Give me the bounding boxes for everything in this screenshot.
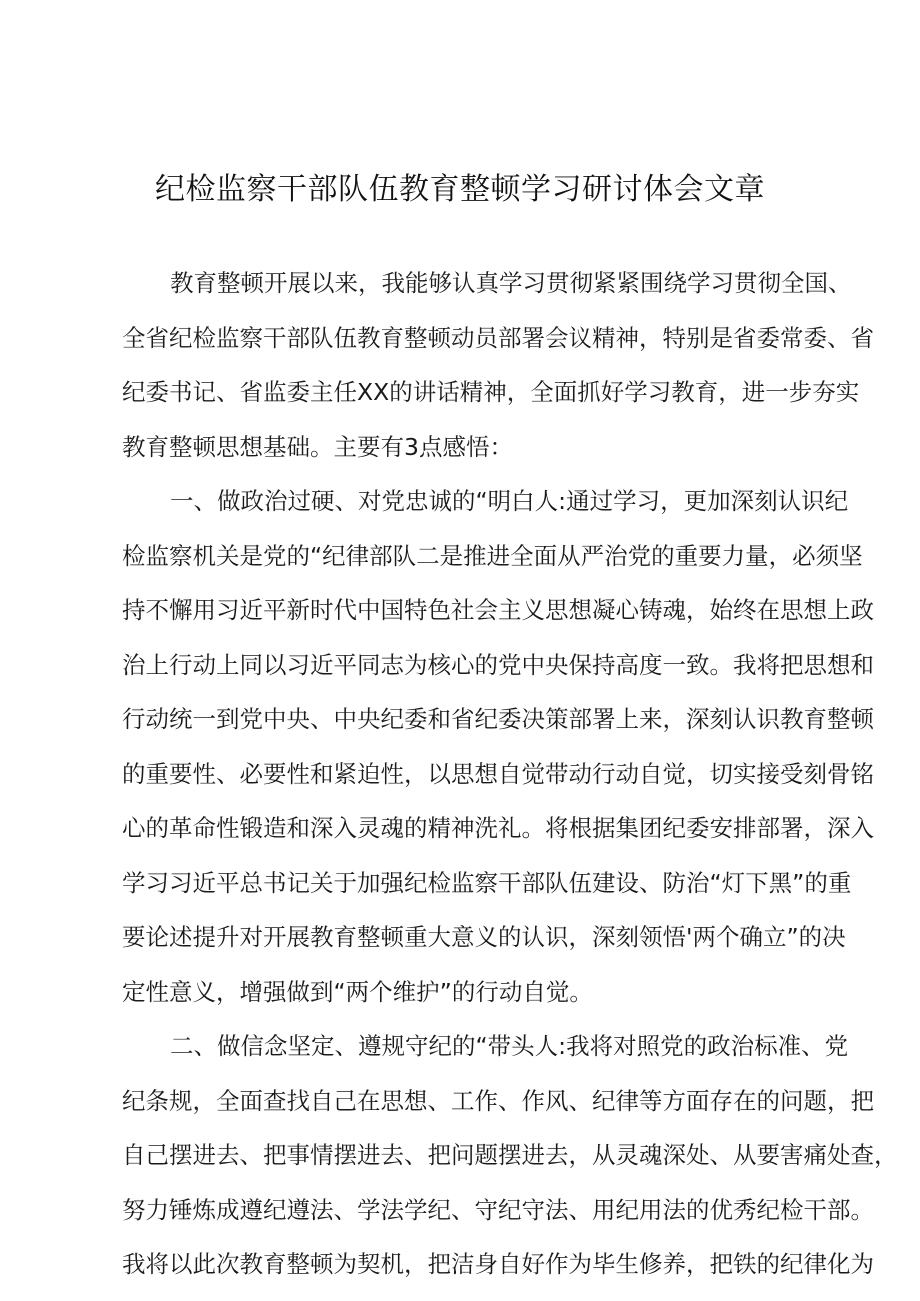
paragraph-point-two bbox=[122, 1026, 898, 1299]
text-line: 心的革命性锻造和深入灵魂的精神洗礼。将根据集团纪委安排部署，深入 bbox=[122, 814, 874, 842]
text-line: 纪委书记、省监委主任XX的讲话精神，全面抓好学习教育，进一步夯实 bbox=[122, 378, 860, 406]
text-line: 治上行动上同以习近平同志为核心的党中央保持高度一致。我将把思想和 bbox=[122, 650, 874, 679]
text-line: 行动统一到党中央、中央纪委和省纪委决策部署上来，深刻认识教育整顿 bbox=[122, 705, 874, 733]
text-line: 我将以此次教育整顿为契机，把洁身自好作为毕生修养，把铁的纪律化为 bbox=[122, 1250, 874, 1278]
text-line: 学习习近平总书记关于加强纪检监察干部队伍建设、防治“灯下黑”的重 bbox=[122, 868, 852, 897]
paragraph-point-one bbox=[122, 481, 874, 1026]
text-line: 努力锤炼成遵纪遵法、学法学纪、守纪守法、用纪用法的优秀纪检干部。 bbox=[122, 1195, 874, 1224]
document-title: 纪检监察干部队伍教育整顿学习研讨体会文章 bbox=[155, 172, 765, 207]
text-line: 教育整顿思想基础。主要有3点感悟： bbox=[122, 432, 513, 461]
text-line: 全省纪检监察干部队伍教育整顿动员部署会议精神，特别是省委常委、省 bbox=[122, 323, 874, 352]
text-line: 要论述提升对开展教育整顿重大意义的认识，深刻领悟'两个确立”的决 bbox=[122, 923, 846, 951]
text-line: 定性意义，增强做到“两个维护”的行动自觉。 bbox=[122, 977, 593, 1006]
text-line: 二、做信念坚定、遵规守纪的“带头人:我将对照党的政治标准、党 bbox=[170, 1032, 849, 1060]
text-line: 的重要性、必要性和紧迫性，以思想自觉带动行动自觉，切实接受刻骨铭 bbox=[122, 759, 874, 788]
paragraph-intro bbox=[122, 263, 874, 481]
text-line: 纪条规，全面查找自己在思想、工作、作风、纪律等方面存在的问题，把 bbox=[122, 1086, 874, 1115]
text-line: 自己摆进去、把事情摆进去、把问题摆进去，从灵魂深处、从要害痛处查， bbox=[122, 1141, 898, 1169]
text-line: 一、做政治过硬、对党忠诚的“明白人:通过学习，更加深刻认识纪 bbox=[170, 487, 849, 515]
text-line: 教育整顿开展以来，我能够认真学习贯彻紧紧围绕学习贯彻全国、 bbox=[170, 269, 852, 297]
text-line: 检监察机关是党的“纪律部队二是推进全面从严治党的重要力量，必须坚 bbox=[122, 541, 863, 570]
document-body bbox=[122, 263, 898, 1299]
text-line: 持不懈用习近平新时代中国特色社会主义思想凝心铸魂，始终在思想上政 bbox=[122, 596, 874, 624]
